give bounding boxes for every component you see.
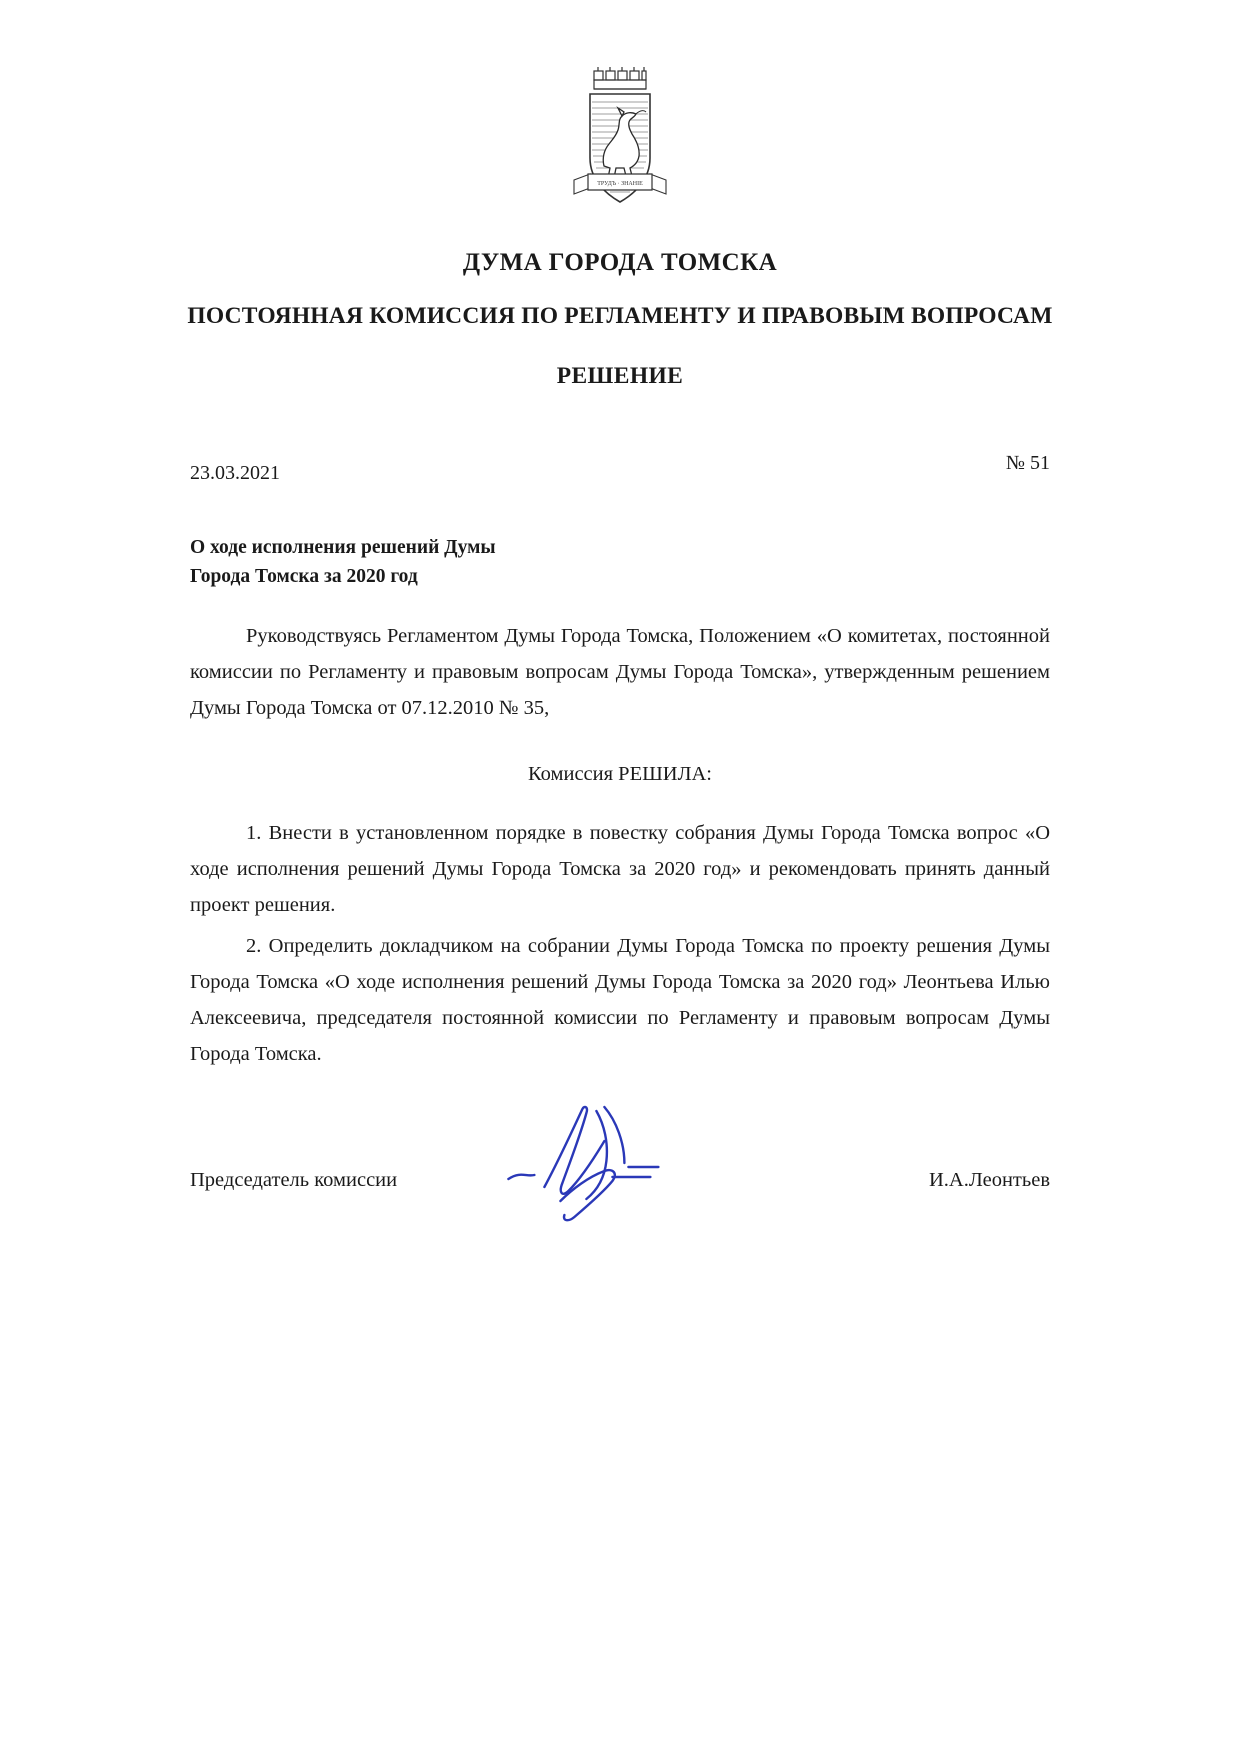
meta-row [0,451,1240,485]
document-type: РЕШЕНИЕ [556,362,684,389]
subject-line-1: О ходе исполнения решений Думы [190,536,496,558]
document-date: 23.03.2021 [190,461,280,484]
emblem-container [0,0,1240,227]
signature-name: И.А.Леонтьев [928,1168,1050,1191]
coat-of-arms-icon [560,62,680,227]
signature-icon [500,1091,760,1231]
preamble-paragraph: Руководствуясь Регламентом Думы Города Томска, Положением «О комитетах, постоянной комиссии по Регламенту и правовым вопросам Думы Города Томска», утвержденным решением Думы Города Томска от 07.12.2010 № 35, [190,625,1050,719]
body-block [0,619,1240,1073]
org-title: ДУМА ГОРОДА ТОМСКА [462,249,778,276]
signature-row [0,1169,1240,1192]
subject-line-2: Города Томска за 2020 год [190,565,418,587]
signature-role: Председатель комиссии [190,1168,398,1191]
subject-block [0,533,620,592]
svg-text:ТРУДЪ · ЗНАНІЕ: ТРУДЪ · ЗНАНІЕ [597,181,643,187]
commission-title: ПОСТОЯННАЯ КОМИССИЯ ПО РЕГЛАМЕНТУ И ПРАВОВЫМ ВОПРОСАМ [187,303,1053,329]
resolution-item-1: 1. Внести в установленном порядке в повестку собрания Думы Города Томска вопрос «О ходе исполнения решений Думы Города Томска за 2020 год» и рекомендовать принять данный проект решения. [190,821,1050,916]
heading-block [0,249,1240,390]
resolved-label: Комиссия РЕШИЛА: [528,762,712,785]
resolution-item-2: 2. Определить докладчиком на собрании Думы Города Томска по проекту решения Думы Города Томска «О ходе исполнения решений Думы Города Томска за 2020 год» Леонтьева Илью Алексеевича, председателя постоянной комиссии по Регламенту и правовым вопросам Думы Города Томска. [190,935,1050,1066]
document-number: № 51 [1005,451,1050,474]
